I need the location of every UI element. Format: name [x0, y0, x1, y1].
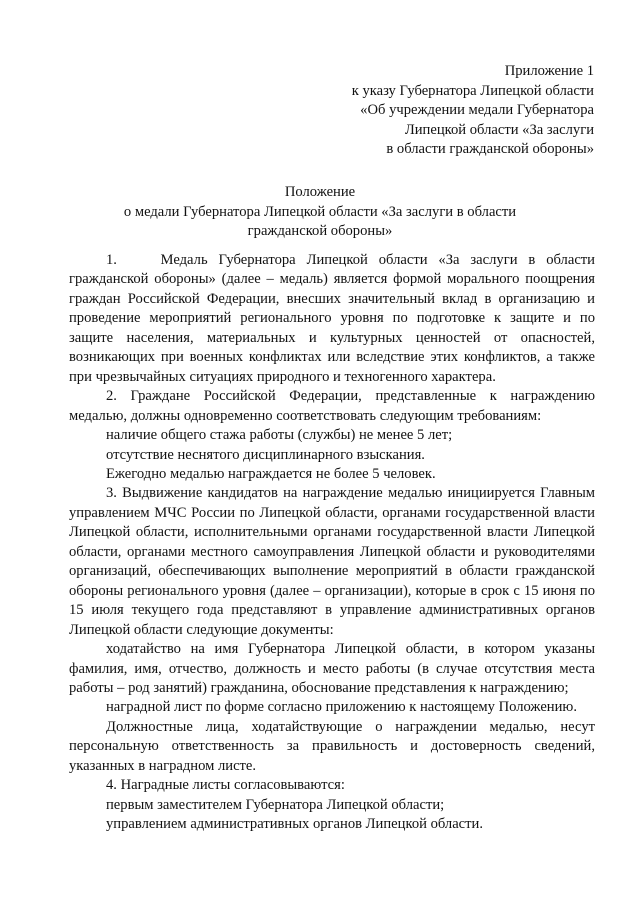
document-body	[69, 251, 595, 835]
title-line: гражданской обороны»	[247, 223, 393, 239]
title-line: Положение	[284, 184, 356, 200]
appendix-reference-line: Липецкой области «За заслуги	[404, 121, 594, 138]
paragraph-4: 4. Наградные листы согласовываются:	[106, 777, 345, 794]
paragraph-1: 1. Медаль Губернатора Липецкой области «За заслуги в области гражданской обороны» (далее – медаль) является формой морального поощрения граждан Российской Федерации, внесших значительный вклад в организацию и проведение мероприятий регионального уровня по подготовке к защите и по защите населения, материальных и культурных ценностей от опасностей, возникающих при военных конфликтах или вследствие этих конфликтов, а также при чрезвычайных ситуациях природного и техногенного характера.	[69, 252, 595, 385]
appendix-reference-line: к указу Губернатора Липецкой области	[351, 82, 594, 99]
requirement-item: отсутствие неснятого дисциплинарного взыскания.	[106, 446, 425, 463]
requirement-item: наличие общего стажа работы (службы) не менее 5 лет;	[106, 427, 453, 444]
appendix-reference-line: «Об учреждении медали Губернатора	[360, 102, 594, 119]
responsibility-text: Должностные лица, ходатайствующие о награждении медалью, несут персональную ответственность за правильность и достоверность сведений, указанных в наградном листе.	[69, 718, 595, 774]
appendix-number: Приложение 1	[504, 63, 594, 79]
document-item: ходатайство на имя Губернатора Липецкой области, в котором указаны фамилия, имя, отчество, должность и место работы (в случае отсутствия места работы – род занятий) гражданина, обоснование представления к награждению;	[69, 641, 595, 696]
approval-item: управлением административных органов Липецкой области.	[106, 816, 483, 833]
appendix-header	[294, 62, 594, 160]
annual-limit-text: Ежегодно медалью награждается не более 5 человек.	[106, 465, 436, 482]
paragraph-2: 2. Граждане Российской Федерации, представленные к награждению медалью, должны одновременно соответствовать следующим требованиям:	[69, 388, 595, 424]
document-item: наградной лист по форме согласно приложению к настоящему Положению.	[106, 699, 577, 716]
document-title	[40, 183, 600, 242]
title-line: о медали Губернатора Липецкой области «За заслуги в области	[123, 203, 517, 220]
appendix-reference-line: в области гражданской обороны»	[386, 141, 594, 158]
paragraph-3: 3. Выдвижение кандидатов на награждение медалью инициируется Главным управлением МЧС России по Липецкой области, органами государственной власти Липецкой области, исполнительными органами государственной власти Липецкой области, органами местного самоуправления Липецкой области и руководителями организаций, обеспечивающих выполнение мероприятий в области гражданской обороны регионального уровня (далее – организации), которые в срок с 15 июня по 15 июля текущего года представляют в управление административных органов Липецкой области следующие документы:	[69, 485, 595, 638]
approval-item: первым заместителем Губернатора Липецкой области;	[106, 796, 445, 813]
